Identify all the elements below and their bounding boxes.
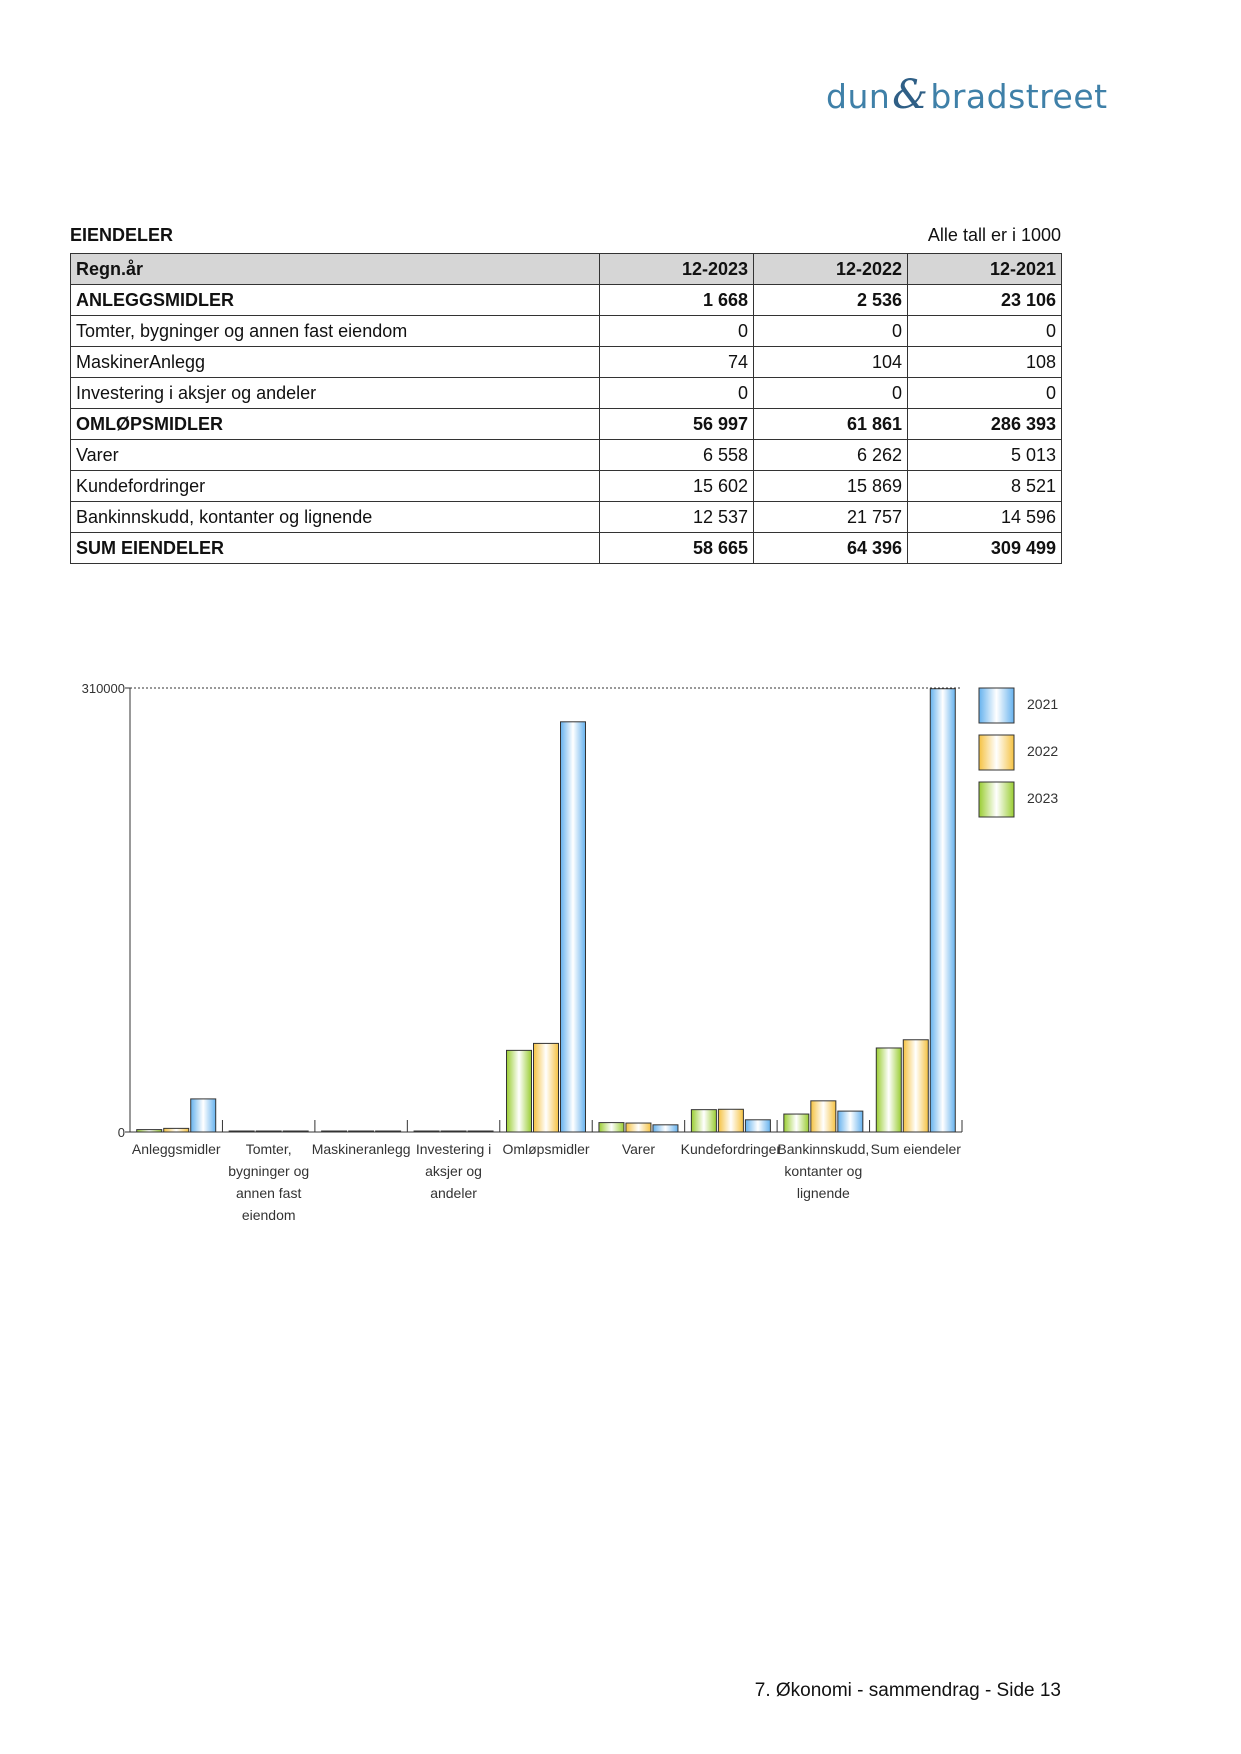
bar-2023 — [876, 1048, 901, 1132]
cell-value: 309 499 — [908, 533, 1062, 564]
cell-value: 15 602 — [600, 471, 754, 502]
bar-2023 — [229, 1131, 254, 1132]
bar-2023 — [599, 1123, 624, 1132]
bar-2022 — [164, 1128, 189, 1132]
x-tick-label: Maskineranlegg — [311, 1141, 411, 1157]
cell-value: 0 — [600, 316, 754, 347]
legend-swatch-2023 — [979, 782, 1014, 817]
cell-value: 104 — [754, 347, 908, 378]
section-title: EIENDELER — [70, 225, 174, 245]
bar-2021 — [376, 1131, 401, 1132]
row-label: OMLØPSMIDLER — [71, 409, 600, 440]
bar-2021 — [191, 1099, 216, 1132]
x-tick-label: Omløpsmidler — [502, 1141, 590, 1157]
table-row — [71, 471, 1062, 502]
header-2022: 12-2022 — [754, 254, 908, 285]
cell-value: 108 — [908, 347, 1062, 378]
x-tick-label: Tomter, bygninger og annen fast eiendom — [228, 1141, 310, 1223]
table-row — [71, 347, 1062, 378]
row-label: SUM EIENDELER — [71, 533, 600, 564]
cell-value: 286 393 — [908, 409, 1062, 440]
y-tick-label: 0 — [117, 1125, 125, 1140]
cell-value: 0 — [754, 378, 908, 409]
header-label: Regn.år — [71, 254, 600, 285]
bar-2022 — [903, 1040, 928, 1132]
bar-2023 — [322, 1131, 347, 1132]
header-2021: 12-2021 — [908, 254, 1062, 285]
row-label: MaskinerAnlegg — [71, 347, 600, 378]
table-row — [71, 440, 1062, 471]
table-header-row — [71, 254, 1062, 285]
cell-value: 23 106 — [908, 285, 1062, 316]
y-tick-label: 310000 — [81, 681, 125, 696]
cell-value: 64 396 — [754, 533, 908, 564]
table-row — [71, 316, 1062, 347]
cell-value: 21 757 — [754, 502, 908, 533]
logo-ampersand: & — [892, 72, 929, 118]
table-row — [71, 285, 1062, 316]
bar-2023 — [784, 1114, 809, 1132]
page-footer: 7. Økonomi - sammendrag - Side 13 — [754, 1680, 1061, 1701]
legend-swatch-2022 — [979, 735, 1014, 770]
table-row — [71, 378, 1062, 409]
bar-2023 — [414, 1131, 439, 1132]
row-label: Investering i aksjer og andeler — [71, 378, 600, 409]
cell-value: 12 537 — [600, 502, 754, 533]
dun-bradstreet-logo — [826, 72, 1108, 118]
units-note: Alle tall er i 1000 — [927, 225, 1061, 245]
bar-2022 — [811, 1101, 836, 1132]
row-label: Kundefordringer — [71, 471, 600, 502]
legend-label: 2022 — [1027, 743, 1059, 759]
cell-value: 74 — [600, 347, 754, 378]
bar-2022 — [718, 1109, 743, 1132]
x-tick-label: Varer — [621, 1141, 656, 1157]
bar-2022 — [626, 1123, 651, 1132]
cell-value: 0 — [754, 316, 908, 347]
cell-value: 1 668 — [600, 285, 754, 316]
cell-value: 56 997 — [600, 409, 754, 440]
bar-2023 — [507, 1050, 532, 1132]
table-row — [71, 533, 1062, 564]
cell-value: 14 596 — [908, 502, 1062, 533]
logo-part-bradstreet: bradstreet — [930, 77, 1108, 116]
assets-table — [70, 253, 1062, 564]
x-tick-label: Kundefordringer — [680, 1141, 782, 1157]
cell-value: 6 558 — [600, 440, 754, 471]
cell-value: 0 — [600, 378, 754, 409]
cell-value: 0 — [908, 316, 1062, 347]
cell-value: 58 665 — [600, 533, 754, 564]
x-tick-label: Sum eiendeler — [870, 1141, 961, 1157]
bar-2021 — [930, 689, 955, 1132]
row-label: ANLEGGSMIDLER — [71, 285, 600, 316]
bar-2021 — [561, 722, 586, 1132]
bar-2021 — [653, 1125, 678, 1132]
bar-2021 — [283, 1131, 308, 1132]
header-2023: 12-2023 — [600, 254, 754, 285]
x-tick-label: Anleggsmidler — [131, 1141, 221, 1157]
bar-2022 — [256, 1131, 281, 1132]
table-row — [71, 409, 1062, 440]
cell-value: 15 869 — [754, 471, 908, 502]
table-row — [71, 502, 1062, 533]
bar-2022 — [534, 1043, 559, 1132]
legend-label: 2023 — [1027, 790, 1059, 806]
cell-value: 6 262 — [754, 440, 908, 471]
cell-value: 5 013 — [908, 440, 1062, 471]
cell-value: 2 536 — [754, 285, 908, 316]
bar-2021 — [745, 1120, 770, 1132]
legend-swatch-2021 — [979, 688, 1014, 723]
bar-2021 — [468, 1131, 493, 1132]
cell-value: 0 — [908, 378, 1062, 409]
bar-2023 — [137, 1130, 162, 1132]
row-label: Varer — [71, 440, 600, 471]
row-label: Tomter, bygninger og annen fast eiendom — [71, 316, 600, 347]
bar-2022 — [349, 1131, 374, 1132]
bar-2023 — [691, 1110, 716, 1132]
bar-2022 — [441, 1131, 466, 1132]
cell-value: 8 521 — [908, 471, 1062, 502]
legend-label: 2021 — [1027, 696, 1059, 712]
row-label: Bankinnskudd, kontanter og lignende — [71, 502, 600, 533]
x-tick-label: Bankinnskudd, kontanter og lignende — [777, 1141, 870, 1201]
logo-part-dun: dun — [826, 77, 891, 116]
cell-value: 61 861 — [754, 409, 908, 440]
x-tick-label: Investering i aksjer og andeler — [415, 1141, 492, 1201]
bar-2021 — [838, 1111, 863, 1132]
